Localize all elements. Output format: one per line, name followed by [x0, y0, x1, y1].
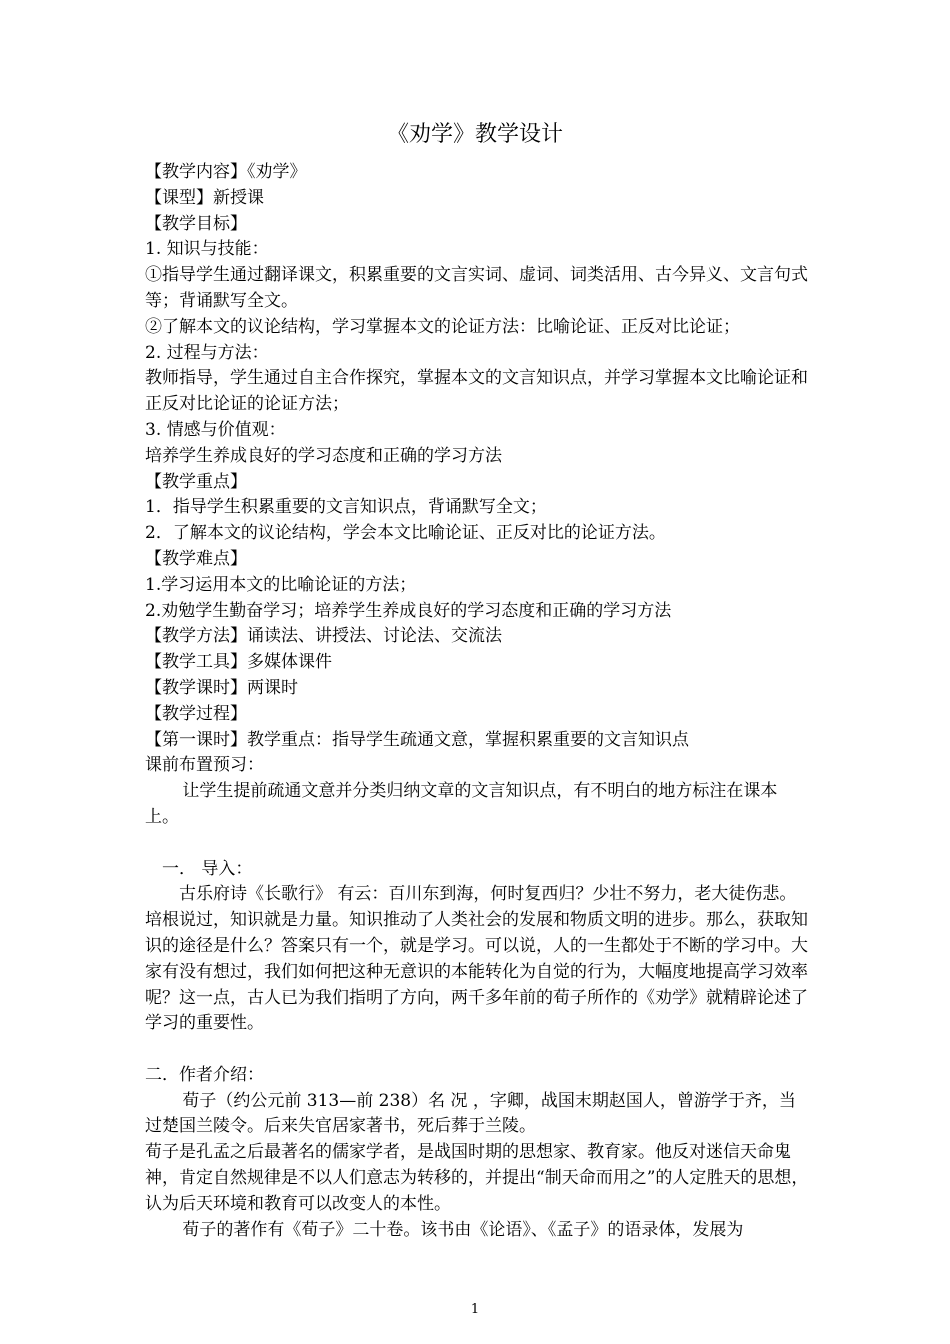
process-method-heading: 2. 过程与方法： — [145, 342, 269, 363]
preview-text: 让学生提前疏通文意并分类归纳文章的文言知识点，有不明白的地方标注在课本上。 — [145, 781, 778, 827]
preview-heading: 课前布置预习： — [145, 755, 264, 776]
author-para-3: 荀子的著作有《荀子》二十卷。该书由《论语》、《孟子》的语录体，发展为 — [182, 1219, 744, 1240]
key-point-1: 1．指导学生积累重要的文言知识点，背诵默写全文； — [145, 497, 547, 518]
difficulty-1: 1.学习运用本文的比喻论证的方法； — [145, 574, 417, 595]
class-hours-line: 【教学课时】两课时 — [145, 677, 298, 698]
objectives-heading: 【教学目标】 — [145, 213, 247, 234]
author-para-1: 荀子（约公元前 313—前 238）名 况 ，字卿，战国末期赵国人，曾游学于齐，当过楚国兰陵令。后来失官居家著书，死后葬于兰陵。 — [145, 1090, 796, 1137]
section-intro-text: 古乐府诗《长歌行》 有云：百川东到海，何时复西归？少壮不努力，老大徒伤悲。培根说过，知识就是力量。知识推动了人类社会的发展和物质文明的进步。那么，获取知识的途径是什么？答案只有一个，就是学习。可以说，人的一生都处于不断的学习中。大家有没有想过，我们如何把这种无意识的本能转化为自觉的行为，大幅度地提高学习效率呢？这一点，古人已为我们指明了方向，两千多年前的荀子所作的《劝学》就精辟论述了学习的重要性。 — [145, 884, 808, 1034]
objective-item-1: ①指导学生通过翻译课文，积累重要的文言实词、虚词、词类活用、古今异义、文言句式等；背诵默写全文。 — [145, 265, 808, 311]
document-body — [145, 160, 810, 1243]
key-point-2: 2．了解本文的议论结构，学会本文比喻论证、正反对比的论证方法。 — [145, 523, 666, 544]
difficulty-2: 2.劝勉学生勤奋学习；培养学生养成良好的学习态度和正确的学习方法 — [145, 600, 672, 621]
section-intro-heading: 一． 导入： — [162, 858, 253, 879]
emotion-values-text: 培养学生养成良好的学习态度和正确的学习方法 — [145, 445, 502, 466]
process-method-text: 教师指导，学生通过自主合作探究，掌握本文的文言知识点，并学习掌握本文比喻论证和正反对比论证的论证方法； — [145, 368, 808, 415]
key-points-heading: 【教学重点】 — [145, 471, 247, 492]
paragraph-gap — [145, 831, 810, 857]
teaching-content-line: 【教学内容】《劝学》 — [145, 162, 307, 182]
difficulties-heading: 【教学难点】 — [145, 548, 247, 569]
lesson-type-line: 【课型】新授课 — [145, 187, 264, 208]
document-title: 《劝学》教学设计 — [386, 122, 563, 147]
knowledge-skills-heading: 1. 知识与技能： — [145, 239, 269, 260]
paragraph-gap — [145, 1037, 810, 1063]
teaching-process-heading: 【教学过程】 — [145, 703, 247, 724]
page-number: 1 — [470, 1302, 480, 1317]
emotion-values-heading: 3. 情感与价值观： — [145, 419, 286, 440]
first-lesson-line: 【第一课时】教学重点：指导学生疏通文意，掌握积累重要的文言知识点 — [145, 729, 689, 750]
teaching-methods-line: 【教学方法】诵读法、讲授法、讨论法、交流法 — [145, 626, 502, 647]
section-author-heading: 二．作者介绍： — [145, 1064, 264, 1085]
author-para-2: 荀子是孔孟之后最著名的儒家学者，是战国时期的思想家、教育家。他反对迷信天命鬼神，肯定自然规律是不以人们意志为转移的，并提出“制天命而用之”的人定胜天的思想，认为后天环境和教育可以改变人的本性。 — [145, 1142, 809, 1214]
objective-item-2: ②了解本文的议论结构，学习掌握本文的论证方法：比喻论证、正反对比论证； — [145, 316, 740, 337]
teaching-tools-line: 【教学工具】多媒体课件 — [145, 652, 332, 673]
